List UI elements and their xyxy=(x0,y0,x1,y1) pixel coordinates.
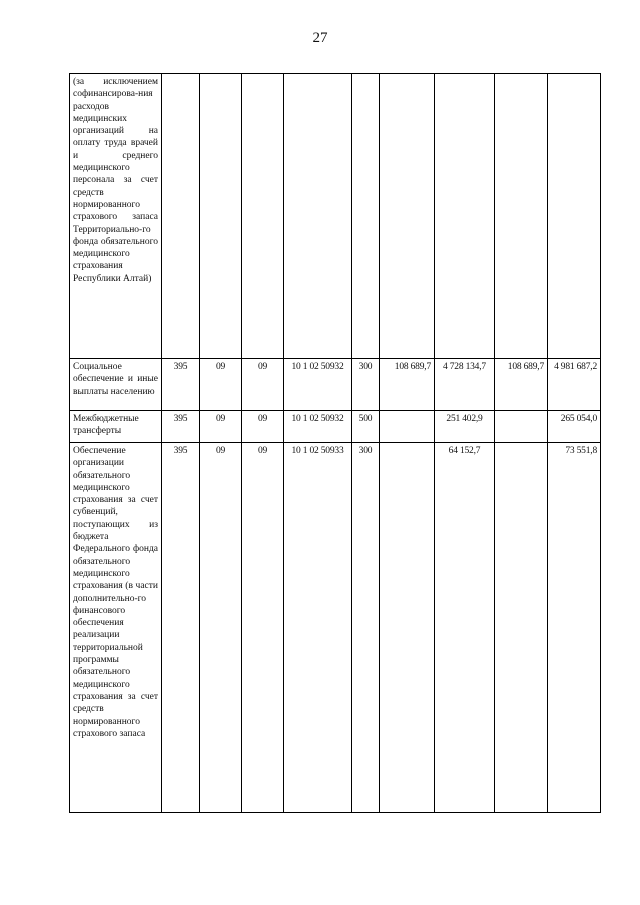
cell-pr: 09 xyxy=(242,359,284,411)
cell-amount-2: 4 728 134,7 xyxy=(435,359,495,411)
cell-vr xyxy=(352,74,380,359)
row-description: Социальное обеспечение и иные выплаты населению xyxy=(70,359,162,411)
cell-rz xyxy=(200,74,242,359)
row-description: Обеспечение организации обязательного медицинского страхования за счет субвенций, поступающих из бюджета Федерального фонда обязательного медицинского страхования (в части дополнительно-го финансового обеспечения реализации территориальной программы обязательного медицинского страхования за счет средств нормированного страхового запаса xyxy=(70,443,162,813)
cell-vr: 500 xyxy=(352,411,380,443)
cell-amount-4: 265 054,0 xyxy=(548,411,601,443)
cell-amount-1 xyxy=(380,411,435,443)
cell-vr: 300 xyxy=(352,443,380,813)
cell-rz: 09 xyxy=(200,443,242,813)
cell-amount-1 xyxy=(380,443,435,813)
table-row xyxy=(70,359,601,411)
cell-vr: 300 xyxy=(352,359,380,411)
cell-amount-3 xyxy=(495,443,548,813)
cell-grbs: 395 xyxy=(162,359,200,411)
cell-csr: 10 1 02 50932 xyxy=(284,411,352,443)
cell-csr: 10 1 02 50932 xyxy=(284,359,352,411)
cell-grbs xyxy=(162,74,200,359)
table-row xyxy=(70,74,601,359)
cell-pr xyxy=(242,74,284,359)
cell-amount-3: 108 689,7 xyxy=(495,359,548,411)
cell-amount-1 xyxy=(380,74,435,359)
cell-rz: 09 xyxy=(200,359,242,411)
table-row xyxy=(70,411,601,443)
page-number: 27 xyxy=(312,30,328,46)
table-row xyxy=(70,443,601,813)
cell-rz: 09 xyxy=(200,411,242,443)
cell-pr: 09 xyxy=(242,443,284,813)
budget-table xyxy=(69,73,601,813)
cell-amount-2: 64 152,7 xyxy=(435,443,495,813)
cell-pr: 09 xyxy=(242,411,284,443)
cell-csr xyxy=(284,74,352,359)
cell-amount-3 xyxy=(495,411,548,443)
cell-amount-3 xyxy=(495,74,548,359)
cell-amount-4: 4 981 687,2 xyxy=(548,359,601,411)
row-description: (за исключением софинансирова-ния расходов медицинских организаций на оплату труда врачей и среднего медицинского персонала за счет средств нормированного страхового запаса Территориально-го фонда обязательного медицинского страхования Республики Алтай) xyxy=(70,74,162,359)
cell-csr: 10 1 02 50933 xyxy=(284,443,352,813)
cell-amount-2 xyxy=(435,74,495,359)
cell-grbs: 395 xyxy=(162,411,200,443)
cell-amount-4: 73 551,8 xyxy=(548,443,601,813)
cell-amount-2: 251 402,9 xyxy=(435,411,495,443)
cell-amount-4 xyxy=(548,74,601,359)
cell-amount-1: 108 689,7 xyxy=(380,359,435,411)
row-description: Межбюджетные трансферты xyxy=(70,411,162,443)
cell-grbs: 395 xyxy=(162,443,200,813)
